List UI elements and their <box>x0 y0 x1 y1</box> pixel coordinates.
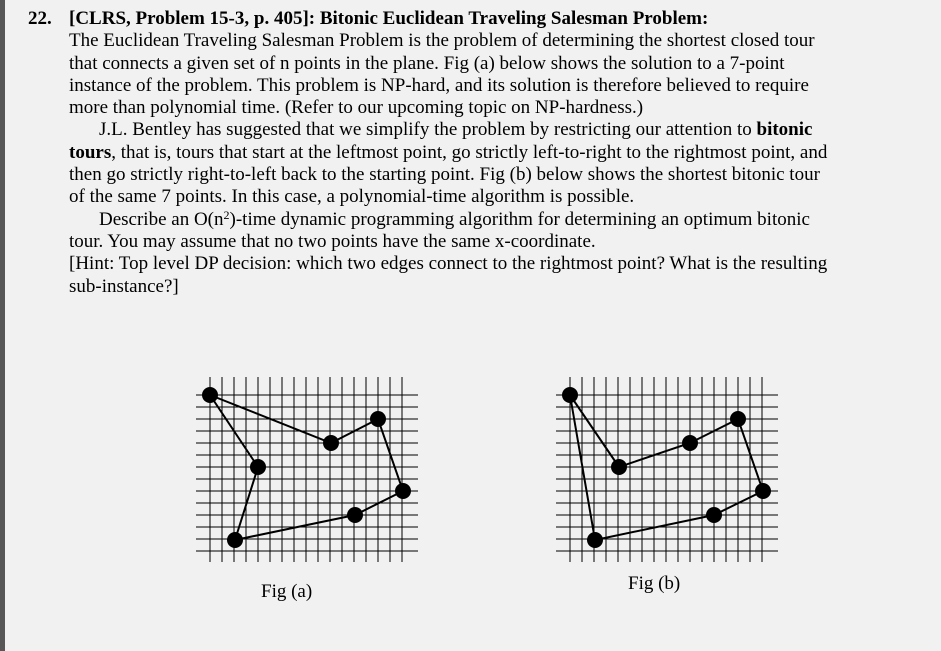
paragraph-1-line-4: more than polynomial time. (Refer to our upcoming topic on NP-hardness.) <box>69 97 644 119</box>
grid-b <box>556 377 778 562</box>
problem-block <box>28 8 933 298</box>
point-b-3 <box>587 532 603 548</box>
point-b-1 <box>562 387 578 403</box>
point-b-4 <box>682 435 698 451</box>
paragraph-1-line-2: that connects a given set of n points in the plane. Fig (a) below shows the solution to a 7-point <box>69 52 785 74</box>
problem-heading <box>28 8 933 30</box>
paragraph-2-text: J.L. Bentley has suggested that we simplify the problem by restricting our attention to <box>99 119 757 141</box>
paragraph-2-line-2 <box>69 142 933 164</box>
point-a-4 <box>323 435 339 451</box>
paragraph-3-text: )-time dynamic programming algorithm for determining an optimum bitonic <box>229 208 810 230</box>
paragraph-2-line-3: then go strictly right-to-left back to the starting point. Fig (b) below shows the shortest bitonic tour <box>69 164 820 186</box>
paragraph-1 <box>69 30 933 119</box>
figure-b <box>550 372 785 567</box>
hint-line-2: sub-instance?] <box>69 275 179 297</box>
problem-number: 22. <box>28 8 52 29</box>
hint <box>69 253 933 298</box>
paragraph-2-text: , that is, tours that start at the leftmost point, go strictly left-to-right to the rightmost point, and <box>111 141 828 163</box>
paragraph-1-line-1: The Euclidean Traveling Salesman Problem is the problem of determining the shortest closed tour <box>69 30 815 52</box>
point-a-2 <box>250 459 266 475</box>
paragraph-3-text: Describe an O(n <box>99 208 224 230</box>
hint-line-1: [Hint: Top level DP decision: which two edges connect to the rightmost point? What is the resulting <box>69 253 828 275</box>
point-a-5 <box>370 411 386 427</box>
point-a-3 <box>227 532 243 548</box>
point-b-7 <box>755 483 771 499</box>
paragraph-1-line-3: instance of the problem. This problem is NP-hard, and its solution is therefore believed to require <box>69 74 809 96</box>
bitonic-term: bitonic <box>756 119 813 141</box>
point-b-2 <box>611 459 627 475</box>
point-b-5 <box>730 411 746 427</box>
point-a-6 <box>347 507 363 523</box>
figure-a-caption: Fig (a) <box>261 581 313 602</box>
paragraph-3-line-2: tour. You may assume that no two points have the same x-coordinate. <box>69 230 596 252</box>
point-a-7 <box>395 483 411 499</box>
left-border <box>0 0 5 651</box>
paragraph-3 <box>69 209 933 254</box>
problem-body <box>28 30 933 298</box>
point-b-6 <box>706 507 722 523</box>
grid-a <box>196 377 418 562</box>
paragraph-3-line-1 <box>69 209 933 231</box>
problem-title: [CLRS, Problem 15-3, p. 405]: Bitonic Euclidean Traveling Salesman Problem: <box>69 8 709 29</box>
paragraph-2 <box>69 119 933 208</box>
paragraph-2-line-4: of the same 7 points. In this case, a polynomial-time algorithm is possible. <box>69 186 635 208</box>
point-a-1 <box>202 387 218 403</box>
paragraph-2-line-1 <box>69 119 933 141</box>
figure-a <box>190 372 425 567</box>
tours-term: tours <box>69 141 112 163</box>
superscript: 2 <box>223 207 230 222</box>
figure-b-caption: Fig (b) <box>628 573 681 594</box>
